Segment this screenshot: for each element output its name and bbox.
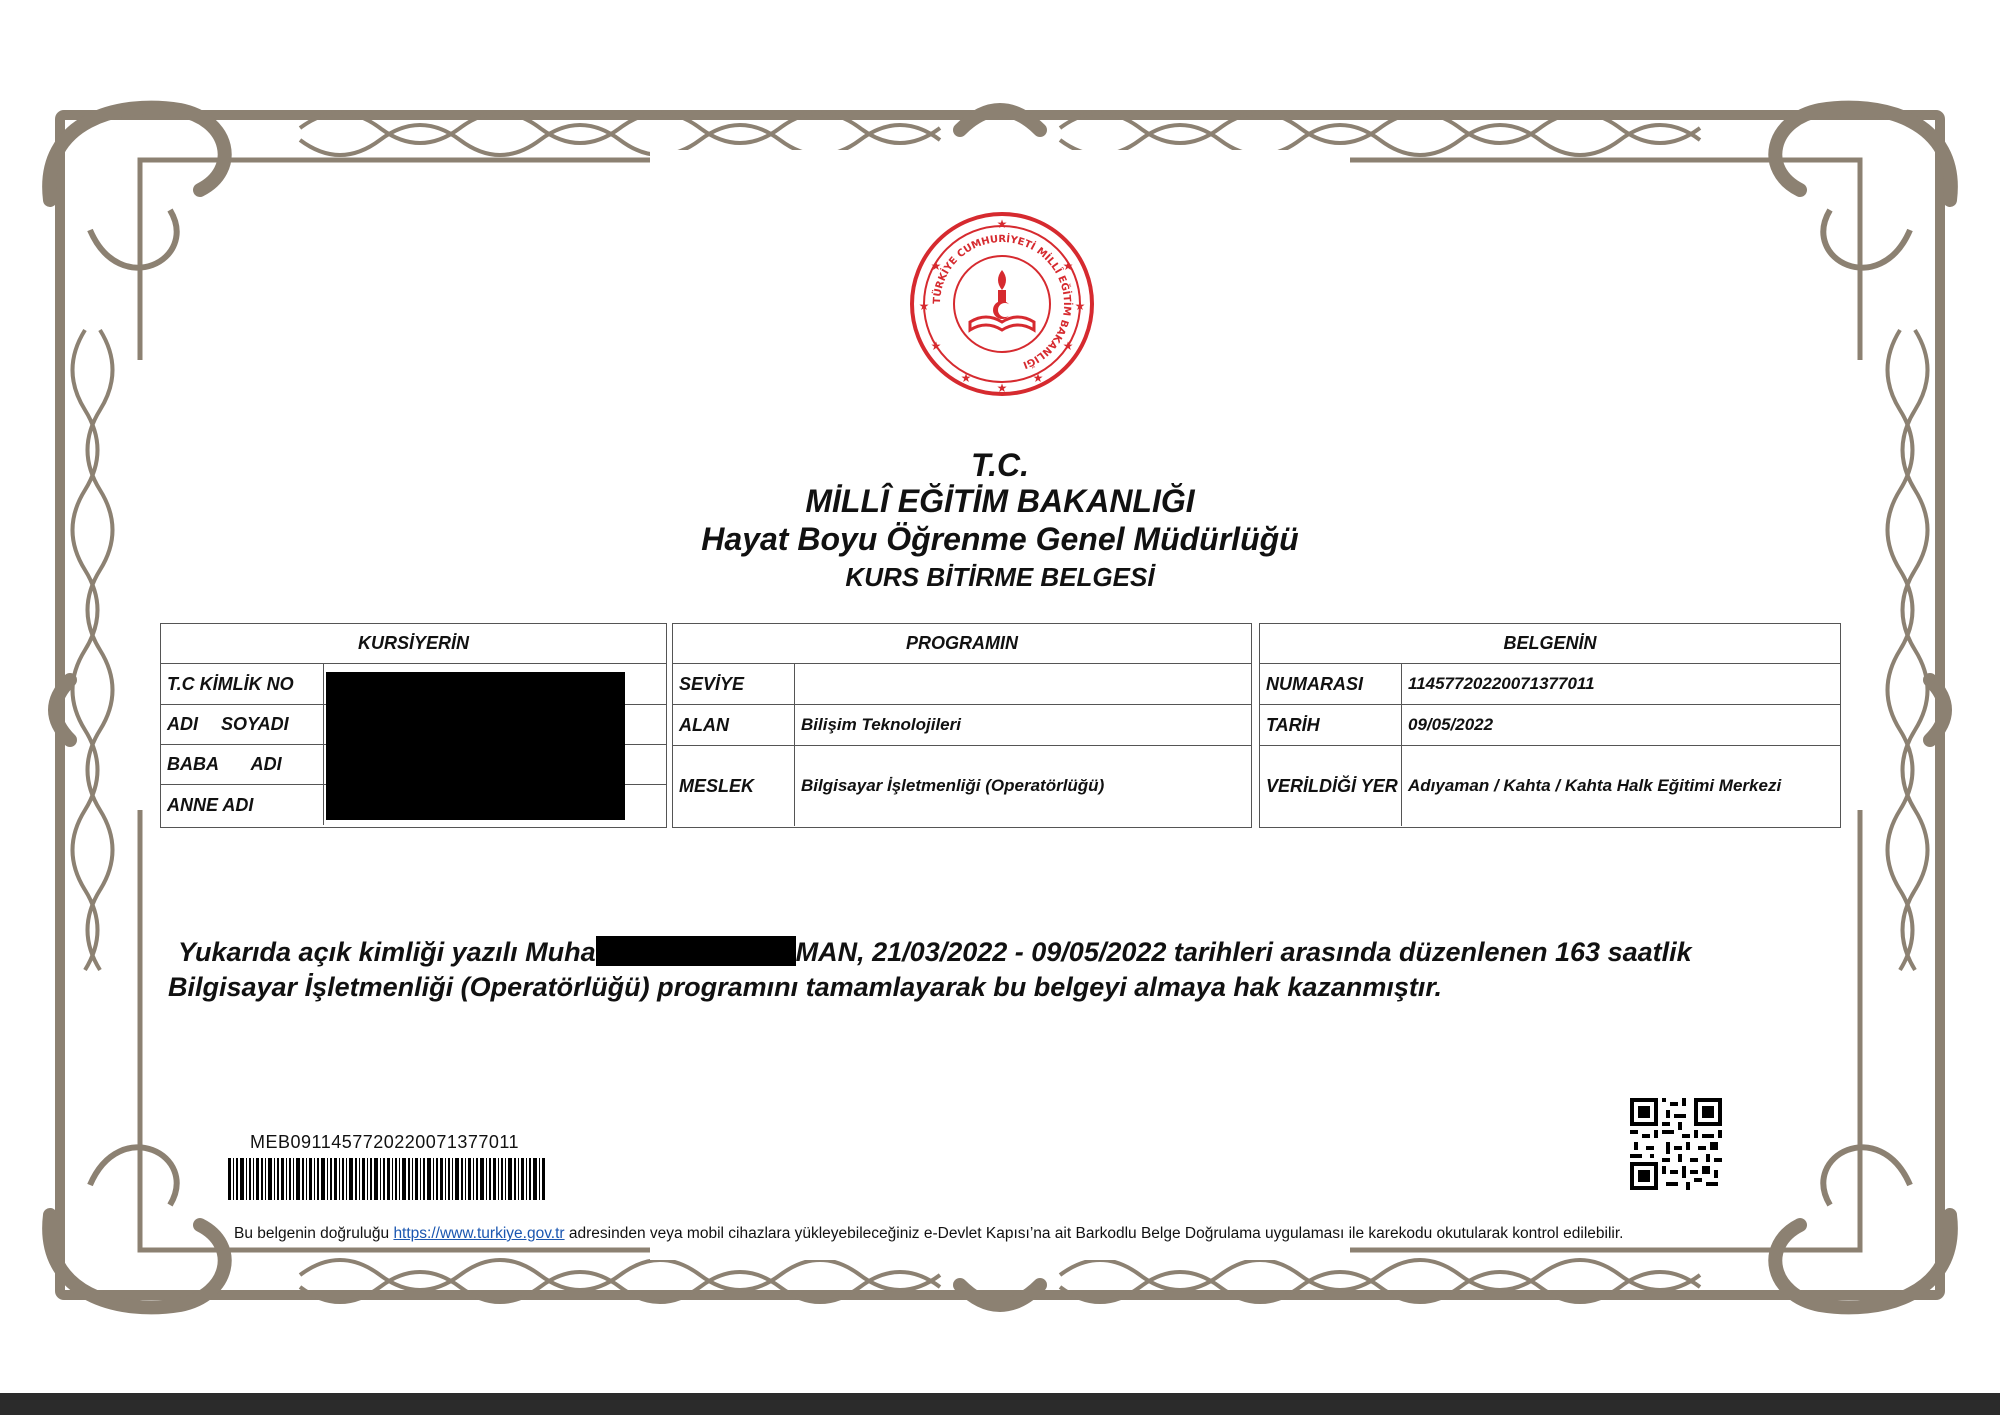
number-value: 11457720220071377011 <box>1408 674 1595 693</box>
svg-text:★: ★ <box>1062 339 1074 353</box>
document-title: KURS BİTİRME BELGESİ <box>845 562 1155 592</box>
svg-text:★: ★ <box>930 259 942 273</box>
svg-text:TÜRKİYE CUMHURİYETİ MİLLÎ EĞİT: TÜRKİYE CUMHURİYETİ MİLLÎ EĞİTİM BAKANLIĞI <box>931 233 1073 371</box>
verification-link[interactable]: https://www.turkiye.gov.tr <box>393 1225 565 1242</box>
svg-text:★: ★ <box>996 217 1008 231</box>
tc-id-label: T.C KİMLİK NO <box>161 664 324 704</box>
qr-code <box>1630 1098 1722 1190</box>
table-row <box>1260 664 1840 705</box>
table-row <box>1260 705 1840 746</box>
field-value: Bilişim Teknolojileri <box>801 715 961 734</box>
date-value: 09/05/2022 <box>1408 715 1494 734</box>
level-label: SEVİYE <box>673 664 795 704</box>
date-label: TARİH <box>1260 705 1402 745</box>
redaction-inline <box>596 936 796 966</box>
issue-place-label: VERİLDİĞİ YER <box>1260 746 1402 826</box>
mother-name-label: ANNE ADI <box>161 785 324 825</box>
scan-bottom-edge <box>0 1393 2000 1415</box>
trainee-table-heading: KURSİYERİN <box>161 624 666 664</box>
name-surname-label: ADI SOYADI <box>161 705 324 744</box>
barcode-code: MEB09114577202200713770​11 <box>250 1132 520 1152</box>
issue-place-value: Adıyaman / Kahta / Kahta Halk Eğitimi Merkezi <box>1408 776 1782 795</box>
occupation-value: Bilgisayar İşletmenliği (Operatörlüğü) <box>801 776 1105 795</box>
verification-note <box>234 1225 1623 1243</box>
table-row <box>1260 746 1840 826</box>
svg-text:★: ★ <box>930 339 942 353</box>
svg-text:★: ★ <box>918 299 930 313</box>
header-tc: T.C. <box>970 447 1030 483</box>
svg-text:★: ★ <box>1062 259 1074 273</box>
table-row <box>673 746 1251 826</box>
svg-text:★: ★ <box>1074 299 1086 313</box>
statement-prefix: Yukarıda açık kimliği yazılı Muha <box>178 937 596 967</box>
statement-line-2: Bilgisayar İşletmenliği (Operatörlüğü) programını tamamlayarak bu belgeyi almaya hak kazanmıştır. <box>168 972 1442 1002</box>
statement-line-1 <box>178 935 1858 970</box>
occupation-label: MESLEK <box>673 746 795 826</box>
field-label: ALAN <box>673 705 795 745</box>
table-row <box>673 705 1251 746</box>
redaction-block <box>326 672 625 820</box>
statement-suffix: MAN, 21/03/2022 - 09/05/2022 tarihleri arasında düzenlenen 163 saatlik <box>795 937 1692 967</box>
completion-statement <box>168 935 1858 1005</box>
father-name-label: BABA ADI <box>161 745 324 784</box>
header-directorate: Hayat Boyu Öğrenme Genel Müdürlüğü <box>701 521 1299 557</box>
program-table <box>672 623 1252 828</box>
table-row <box>673 664 1251 705</box>
header-ministry: MİLLÎ EĞİTİM BAKANLIĞI <box>805 483 1195 519</box>
svg-text:★: ★ <box>1032 371 1044 385</box>
program-table-heading: PROGRAMIN <box>673 624 1251 664</box>
level-value <box>795 664 801 704</box>
verification-text-before: Bu belgenin doğruluğu <box>234 1225 394 1242</box>
verification-text-after: adresinden veya mobil cihazlara yükleyebileceğiniz e-Devlet Kapısı’na ait Barkodlu Belge Doğrulama uygulaması ile karekodu okutularak kontrol edilebilir. <box>564 1225 1624 1242</box>
number-label: NUMARASI <box>1260 664 1402 704</box>
svg-text:★: ★ <box>996 381 1008 395</box>
svg-text:★: ★ <box>960 371 972 385</box>
document-table <box>1259 623 1841 828</box>
barcode-graphic <box>228 1158 548 1200</box>
ministry-seal-logo <box>908 210 1096 398</box>
document-table-heading: BELGENİN <box>1260 624 1840 664</box>
